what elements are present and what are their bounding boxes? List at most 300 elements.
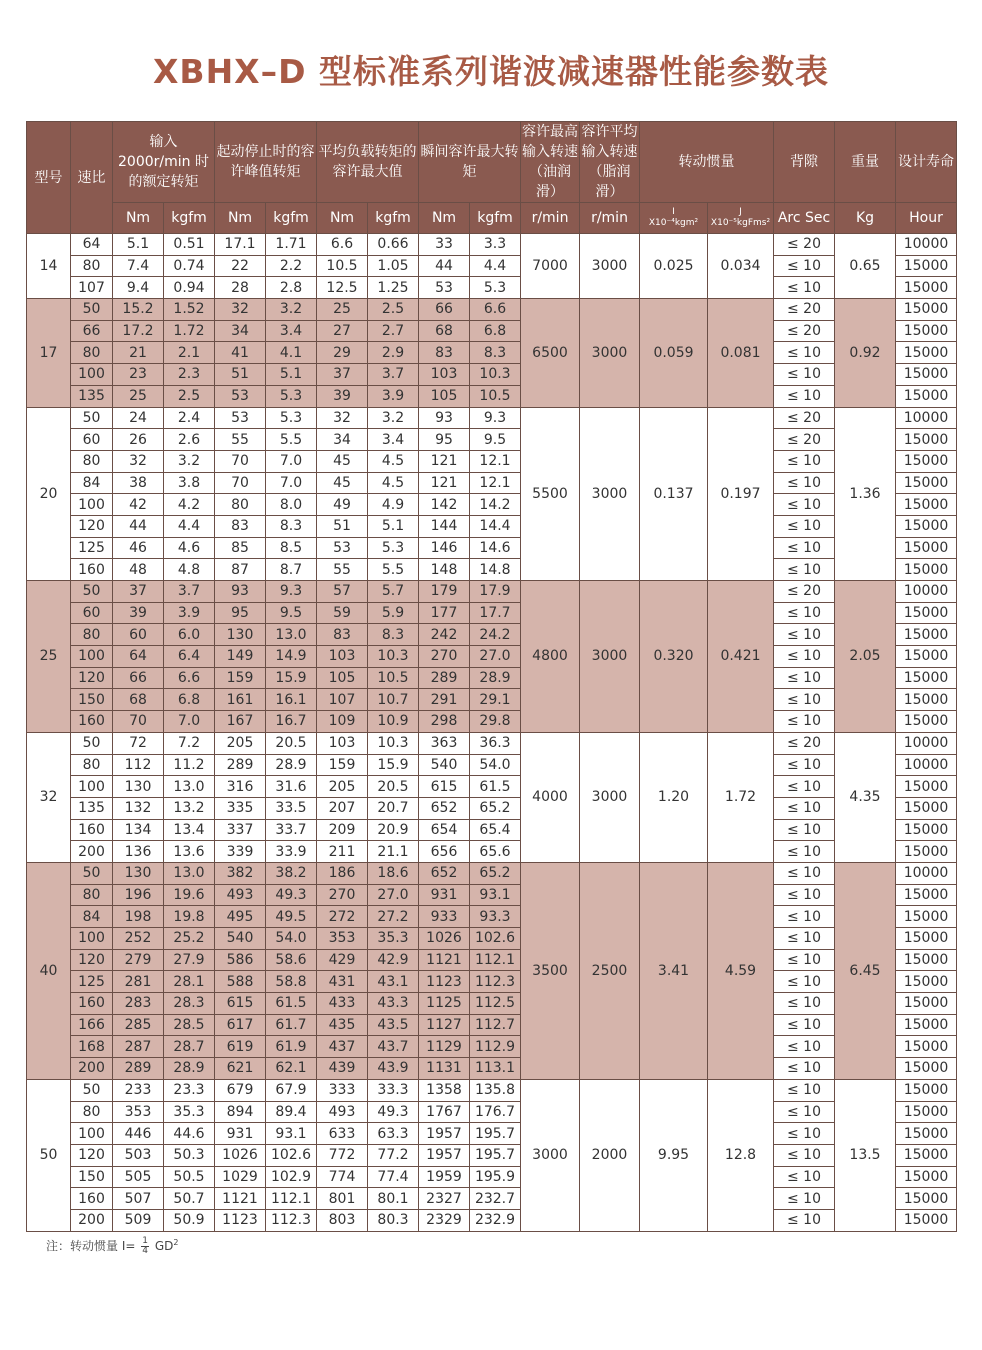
cell-rated-nm: 279 <box>113 949 164 971</box>
cell-avg-kgfm: 1.05 <box>368 255 419 277</box>
cell-rated-nm: 21 <box>113 342 164 364</box>
cell-rated-kgfm: 2.1 <box>164 342 215 364</box>
cell-ratio: 168 <box>71 1036 113 1058</box>
cell-inertia-j: 12.8 <box>708 1079 774 1231</box>
table-row <box>27 1144 957 1166</box>
cell-rated-kgfm: 13.0 <box>164 776 215 798</box>
cell-instant-nm: 1957 <box>419 1123 470 1145</box>
cell-peak-kgfm: 16.7 <box>266 711 317 733</box>
cell-backlash: ≤ 20 <box>774 581 835 603</box>
cell-life: 10000 <box>896 732 957 754</box>
cell-weight: 13.5 <box>835 1079 896 1231</box>
cell-avg-nm: 6.6 <box>317 234 368 256</box>
unit-hour: Hour <box>896 203 957 234</box>
cell-inertia-i: 9.95 <box>640 1079 708 1231</box>
performance-table <box>26 121 957 1232</box>
cell-avg-nm: 803 <box>317 1209 368 1231</box>
cell-rated-nm: 25 <box>113 385 164 407</box>
table-row <box>27 928 957 950</box>
cell-avg-nm: 53 <box>317 537 368 559</box>
cell-weight: 0.92 <box>835 299 896 407</box>
cell-rated-nm: 23 <box>113 364 164 386</box>
cell-ratio: 64 <box>71 234 113 256</box>
cell-ratio: 160 <box>71 993 113 1015</box>
cell-rated-nm: 24 <box>113 407 164 429</box>
cell-rated-nm: 112 <box>113 754 164 776</box>
inertia-j-label: J <box>739 207 742 217</box>
cell-instant-nm: 66 <box>419 299 470 321</box>
header-backlash: 背隙 <box>774 122 835 203</box>
cell-rated-nm: 130 <box>113 776 164 798</box>
cell-max-speed: 3000 <box>521 1079 580 1231</box>
cell-life: 15000 <box>896 450 957 472</box>
cell-life: 15000 <box>896 797 957 819</box>
cell-avg-nm: 103 <box>317 646 368 668</box>
cell-backlash: ≤ 10 <box>774 819 835 841</box>
cell-instant-kgfm: 24.2 <box>470 624 521 646</box>
cell-peak-nm: 53 <box>215 407 266 429</box>
cell-rated-nm: 505 <box>113 1166 164 1188</box>
cell-avg-kgfm: 43.7 <box>368 1036 419 1058</box>
cell-avg-kgfm: 10.3 <box>368 732 419 754</box>
cell-avg-kgfm: 2.5 <box>368 299 419 321</box>
cell-ratio: 100 <box>71 776 113 798</box>
cell-life: 15000 <box>896 494 957 516</box>
cell-peak-nm: 41 <box>215 342 266 364</box>
cell-rated-nm: 7.4 <box>113 255 164 277</box>
cell-life: 10000 <box>896 862 957 884</box>
cell-instant-kgfm: 54.0 <box>470 754 521 776</box>
cell-rated-kgfm: 44.6 <box>164 1123 215 1145</box>
cell-peak-kgfm: 2.8 <box>266 277 317 299</box>
cell-rated-nm: 503 <box>113 1144 164 1166</box>
cell-instant-nm: 44 <box>419 255 470 277</box>
cell-instant-nm: 53 <box>419 277 470 299</box>
cell-ratio: 50 <box>71 407 113 429</box>
cell-ratio: 160 <box>71 711 113 733</box>
cell-peak-kgfm: 8.3 <box>266 515 317 537</box>
cell-life: 15000 <box>896 472 957 494</box>
cell-rated-nm: 509 <box>113 1209 164 1231</box>
cell-backlash: ≤ 10 <box>774 537 835 559</box>
cell-backlash: ≤ 10 <box>774 472 835 494</box>
cell-backlash: ≤ 20 <box>774 732 835 754</box>
cell-instant-nm: 931 <box>419 884 470 906</box>
cell-instant-nm: 142 <box>419 494 470 516</box>
cell-avg-kgfm: 4.5 <box>368 472 419 494</box>
cell-avg-nm: 774 <box>317 1166 368 1188</box>
cell-backlash: ≤ 10 <box>774 255 835 277</box>
table-row <box>27 537 957 559</box>
cell-backlash: ≤ 10 <box>774 559 835 581</box>
cell-model: 20 <box>27 407 71 581</box>
cell-peak-nm: 149 <box>215 646 266 668</box>
unit-nm: Nm <box>317 203 368 234</box>
cell-avg-nm: 186 <box>317 862 368 884</box>
cell-rated-kgfm: 7.0 <box>164 711 215 733</box>
cell-inertia-i: 3.41 <box>640 862 708 1079</box>
cell-backlash: ≤ 20 <box>774 429 835 451</box>
cell-peak-kgfm: 5.5 <box>266 429 317 451</box>
cell-instant-nm: 83 <box>419 342 470 364</box>
cell-life: 15000 <box>896 1166 957 1188</box>
cell-backlash: ≤ 10 <box>774 1144 835 1166</box>
cell-peak-kgfm: 20.5 <box>266 732 317 754</box>
cell-avg-nm: 27 <box>317 320 368 342</box>
cell-peak-nm: 339 <box>215 841 266 863</box>
cell-avg-kgfm: 8.3 <box>368 624 419 646</box>
cell-rated-kgfm: 3.2 <box>164 450 215 472</box>
cell-rated-nm: 134 <box>113 819 164 841</box>
table-row <box>27 754 957 776</box>
cell-avg-kgfm: 3.4 <box>368 429 419 451</box>
cell-rated-nm: 289 <box>113 1058 164 1080</box>
cell-weight: 2.05 <box>835 581 896 733</box>
cell-peak-kgfm: 33.9 <box>266 841 317 863</box>
cell-rated-kgfm: 13.6 <box>164 841 215 863</box>
cell-avg-nm: 55 <box>317 559 368 581</box>
cell-instant-kgfm: 17.9 <box>470 581 521 603</box>
cell-instant-kgfm: 112.9 <box>470 1036 521 1058</box>
cell-life: 15000 <box>896 277 957 299</box>
cell-avg-speed: 3000 <box>580 732 640 862</box>
cell-ratio: 50 <box>71 732 113 754</box>
unit-kgfm: kgfm <box>266 203 317 234</box>
note-prefix: 注：转动惯量 I= <box>46 1239 136 1253</box>
cell-peak-nm: 1123 <box>215 1209 266 1231</box>
cell-rated-kgfm: 35.3 <box>164 1101 215 1123</box>
cell-avg-kgfm: 5.1 <box>368 515 419 537</box>
table-row <box>27 949 957 971</box>
cell-instant-kgfm: 112.1 <box>470 949 521 971</box>
cell-avg-nm: 435 <box>317 1014 368 1036</box>
unit-nm: Nm <box>419 203 470 234</box>
cell-ratio: 80 <box>71 624 113 646</box>
cell-avg-kgfm: 10.9 <box>368 711 419 733</box>
cell-backlash: ≤ 10 <box>774 277 835 299</box>
cell-ratio: 160 <box>71 559 113 581</box>
cell-ratio: 120 <box>71 667 113 689</box>
cell-peak-nm: 615 <box>215 993 266 1015</box>
cell-peak-nm: 34 <box>215 320 266 342</box>
cell-avg-speed: 2500 <box>580 862 640 1079</box>
table-row <box>27 732 957 754</box>
cell-avg-kgfm: 4.5 <box>368 450 419 472</box>
cell-peak-nm: 70 <box>215 450 266 472</box>
header-avg-torque: 平均负载转矩的容许最大值 <box>317 122 419 203</box>
cell-life: 15000 <box>896 364 957 386</box>
cell-rated-nm: 5.1 <box>113 234 164 256</box>
cell-ratio: 120 <box>71 1144 113 1166</box>
cell-instant-kgfm: 29.1 <box>470 689 521 711</box>
cell-life: 15000 <box>896 819 957 841</box>
cell-peak-nm: 495 <box>215 906 266 928</box>
cell-instant-kgfm: 9.3 <box>470 407 521 429</box>
cell-life: 15000 <box>896 841 957 863</box>
cell-life: 15000 <box>896 515 957 537</box>
cell-avg-nm: 633 <box>317 1123 368 1145</box>
header-peak-torque: 起动停止时的容许峰值转矩 <box>215 122 317 203</box>
cell-instant-kgfm: 10.5 <box>470 385 521 407</box>
table-row <box>27 971 957 993</box>
cell-instant-kgfm: 28.9 <box>470 667 521 689</box>
cell-rated-nm: 9.4 <box>113 277 164 299</box>
cell-rated-nm: 17.2 <box>113 320 164 342</box>
cell-life: 15000 <box>896 602 957 624</box>
unit-inertia-i <box>640 203 708 234</box>
cell-peak-kgfm: 8.7 <box>266 559 317 581</box>
cell-ratio: 80 <box>71 450 113 472</box>
cell-avg-nm: 439 <box>317 1058 368 1080</box>
table-row <box>27 1166 957 1188</box>
cell-model: 50 <box>27 1079 71 1231</box>
cell-avg-nm: 57 <box>317 581 368 603</box>
cell-avg-kgfm: 35.3 <box>368 928 419 950</box>
cell-avg-kgfm: 3.2 <box>368 407 419 429</box>
table-row <box>27 884 957 906</box>
cell-instant-kgfm: 195.9 <box>470 1166 521 1188</box>
cell-peak-nm: 53 <box>215 385 266 407</box>
cell-rated-nm: 60 <box>113 624 164 646</box>
cell-avg-kgfm: 3.9 <box>368 385 419 407</box>
cell-avg-kgfm: 4.9 <box>368 494 419 516</box>
unit-kgfm: kgfm <box>368 203 419 234</box>
cell-peak-kgfm: 58.8 <box>266 971 317 993</box>
table-row <box>27 1209 957 1231</box>
cell-instant-nm: 1129 <box>419 1036 470 1058</box>
cell-instant-nm: 1131 <box>419 1058 470 1080</box>
cell-inertia-j: 0.421 <box>708 581 774 733</box>
cell-rated-kgfm: 50.3 <box>164 1144 215 1166</box>
cell-instant-kgfm: 8.3 <box>470 342 521 364</box>
cell-backlash: ≤ 20 <box>774 234 835 256</box>
cell-rated-nm: 64 <box>113 646 164 668</box>
unit-kg: Kg <box>835 203 896 234</box>
cell-backlash: ≤ 10 <box>774 646 835 668</box>
header-model: 型号 <box>27 122 71 234</box>
cell-avg-nm: 270 <box>317 884 368 906</box>
table-row <box>27 819 957 841</box>
cell-avg-nm: 34 <box>317 429 368 451</box>
cell-avg-nm: 205 <box>317 776 368 798</box>
cell-backlash: ≤ 20 <box>774 299 835 321</box>
cell-avg-nm: 105 <box>317 667 368 689</box>
cell-max-speed: 6500 <box>521 299 580 407</box>
cell-life: 15000 <box>896 624 957 646</box>
cell-rated-nm: 66 <box>113 667 164 689</box>
table-row <box>27 689 957 711</box>
cell-rated-nm: 26 <box>113 429 164 451</box>
cell-rated-nm: 132 <box>113 797 164 819</box>
cell-ratio: 50 <box>71 299 113 321</box>
cell-peak-kgfm: 9.5 <box>266 602 317 624</box>
cell-life: 15000 <box>896 667 957 689</box>
cell-instant-kgfm: 14.6 <box>470 537 521 559</box>
cell-peak-kgfm: 3.2 <box>266 299 317 321</box>
cell-backlash: ≤ 10 <box>774 689 835 711</box>
table-row <box>27 1101 957 1123</box>
cell-avg-nm: 493 <box>317 1101 368 1123</box>
cell-instant-kgfm: 6.8 <box>470 320 521 342</box>
cell-instant-nm: 144 <box>419 515 470 537</box>
cell-avg-kgfm: 77.2 <box>368 1144 419 1166</box>
cell-peak-kgfm: 38.2 <box>266 862 317 884</box>
cell-rated-nm: 130 <box>113 862 164 884</box>
cell-peak-nm: 161 <box>215 689 266 711</box>
cell-rated-kgfm: 28.5 <box>164 1014 215 1036</box>
cell-backlash: ≤ 10 <box>774 949 835 971</box>
cell-avg-kgfm: 20.7 <box>368 797 419 819</box>
footnote <box>46 1237 178 1256</box>
cell-avg-kgfm: 20.9 <box>368 819 419 841</box>
header-max-speed: 容许最高输入转速（油润滑） <box>521 122 580 203</box>
cell-rated-kgfm: 25.2 <box>164 928 215 950</box>
cell-life: 15000 <box>896 299 957 321</box>
cell-avg-nm: 433 <box>317 993 368 1015</box>
cell-avg-kgfm: 5.3 <box>368 537 419 559</box>
table-row <box>27 624 957 646</box>
cell-peak-nm: 617 <box>215 1014 266 1036</box>
cell-instant-nm: 1957 <box>419 1144 470 1166</box>
cell-peak-nm: 167 <box>215 711 266 733</box>
cell-instant-nm: 1123 <box>419 971 470 993</box>
cell-avg-nm: 801 <box>317 1188 368 1210</box>
cell-instant-nm: 148 <box>419 559 470 581</box>
cell-peak-kgfm: 67.9 <box>266 1079 317 1101</box>
inertia-i-unit: X10⁻⁴kgm² <box>648 218 699 228</box>
cell-backlash: ≤ 10 <box>774 1036 835 1058</box>
cell-rated-nm: 252 <box>113 928 164 950</box>
cell-instant-kgfm: 14.8 <box>470 559 521 581</box>
unit-rmin: r/min <box>580 203 640 234</box>
cell-peak-kgfm: 7.0 <box>266 472 317 494</box>
cell-instant-kgfm: 61.5 <box>470 776 521 798</box>
cell-ratio: 100 <box>71 364 113 386</box>
cell-life: 15000 <box>896 884 957 906</box>
cell-rated-kgfm: 13.4 <box>164 819 215 841</box>
cell-backlash: ≤ 10 <box>774 624 835 646</box>
cell-rated-kgfm: 50.9 <box>164 1209 215 1231</box>
cell-rated-kgfm: 3.9 <box>164 602 215 624</box>
cell-peak-nm: 70 <box>215 472 266 494</box>
cell-peak-kgfm: 58.6 <box>266 949 317 971</box>
cell-avg-nm: 431 <box>317 971 368 993</box>
cell-life: 15000 <box>896 1144 957 1166</box>
cell-rated-kgfm: 19.6 <box>164 884 215 906</box>
cell-ratio: 125 <box>71 971 113 993</box>
cell-peak-nm: 55 <box>215 429 266 451</box>
cell-life: 15000 <box>896 320 957 342</box>
cell-instant-kgfm: 14.2 <box>470 494 521 516</box>
unit-inertia-j <box>708 203 774 234</box>
cell-peak-nm: 335 <box>215 797 266 819</box>
cell-rated-kgfm: 6.6 <box>164 667 215 689</box>
note-suffix: GD <box>154 1239 174 1253</box>
cell-instant-kgfm: 195.7 <box>470 1144 521 1166</box>
cell-avg-kgfm: 5.9 <box>368 602 419 624</box>
cell-ratio: 80 <box>71 754 113 776</box>
cell-instant-nm: 146 <box>419 537 470 559</box>
cell-peak-nm: 17.1 <box>215 234 266 256</box>
cell-life: 15000 <box>896 1123 957 1145</box>
cell-instant-kgfm: 14.4 <box>470 515 521 537</box>
cell-rated-kgfm: 2.3 <box>164 364 215 386</box>
cell-avg-nm: 10.5 <box>317 255 368 277</box>
cell-life: 15000 <box>896 1188 957 1210</box>
unit-arcsec: Arc Sec <box>774 203 835 234</box>
cell-ratio: 60 <box>71 602 113 624</box>
cell-avg-speed: 3000 <box>580 299 640 407</box>
cell-life: 15000 <box>896 1079 957 1101</box>
cell-avg-nm: 159 <box>317 754 368 776</box>
cell-inertia-j: 0.034 <box>708 234 774 299</box>
cell-rated-nm: 37 <box>113 581 164 603</box>
cell-rated-nm: 446 <box>113 1123 164 1145</box>
cell-instant-kgfm: 195.7 <box>470 1123 521 1145</box>
cell-inertia-i: 1.20 <box>640 732 708 862</box>
table-row <box>27 342 957 364</box>
cell-instant-nm: 363 <box>419 732 470 754</box>
cell-peak-nm: 93 <box>215 581 266 603</box>
cell-instant-kgfm: 6.6 <box>470 299 521 321</box>
cell-ratio: 66 <box>71 320 113 342</box>
cell-ratio: 200 <box>71 1058 113 1080</box>
cell-peak-kgfm: 5.3 <box>266 407 317 429</box>
cell-rated-kgfm: 1.72 <box>164 320 215 342</box>
cell-instant-kgfm: 113.1 <box>470 1058 521 1080</box>
cell-rated-kgfm: 28.9 <box>164 1058 215 1080</box>
table-row <box>27 385 957 407</box>
cell-peak-kgfm: 8.5 <box>266 537 317 559</box>
cell-inertia-i: 0.025 <box>640 234 708 299</box>
cell-peak-nm: 931 <box>215 1123 266 1145</box>
cell-peak-nm: 619 <box>215 1036 266 1058</box>
cell-rated-kgfm: 11.2 <box>164 754 215 776</box>
cell-life: 15000 <box>896 1209 957 1231</box>
cell-ratio: 200 <box>71 841 113 863</box>
cell-peak-kgfm: 15.9 <box>266 667 317 689</box>
cell-rated-nm: 196 <box>113 884 164 906</box>
cell-instant-nm: 105 <box>419 385 470 407</box>
note-sup: 2 <box>173 1238 179 1247</box>
cell-rated-nm: 68 <box>113 689 164 711</box>
cell-life: 15000 <box>896 906 957 928</box>
table-row <box>27 711 957 733</box>
cell-rated-nm: 287 <box>113 1036 164 1058</box>
cell-instant-kgfm: 4.4 <box>470 255 521 277</box>
cell-peak-kgfm: 28.9 <box>266 754 317 776</box>
cell-ratio: 84 <box>71 472 113 494</box>
table-row <box>27 1123 957 1145</box>
cell-ratio: 107 <box>71 277 113 299</box>
cell-life: 15000 <box>896 949 957 971</box>
note-frac-den: 4 <box>142 1246 148 1256</box>
table-row <box>27 494 957 516</box>
cell-peak-kgfm: 33.5 <box>266 797 317 819</box>
cell-life: 15000 <box>896 993 957 1015</box>
cell-avg-kgfm: 43.3 <box>368 993 419 1015</box>
cell-peak-kgfm: 16.1 <box>266 689 317 711</box>
cell-ratio: 80 <box>71 1101 113 1123</box>
cell-peak-nm: 586 <box>215 949 266 971</box>
cell-backlash: ≤ 10 <box>774 993 835 1015</box>
cell-peak-kgfm: 61.5 <box>266 993 317 1015</box>
table-row <box>27 581 957 603</box>
cell-weight: 0.65 <box>835 234 896 299</box>
cell-avg-kgfm: 2.9 <box>368 342 419 364</box>
cell-peak-nm: 289 <box>215 754 266 776</box>
cell-avg-nm: 29 <box>317 342 368 364</box>
